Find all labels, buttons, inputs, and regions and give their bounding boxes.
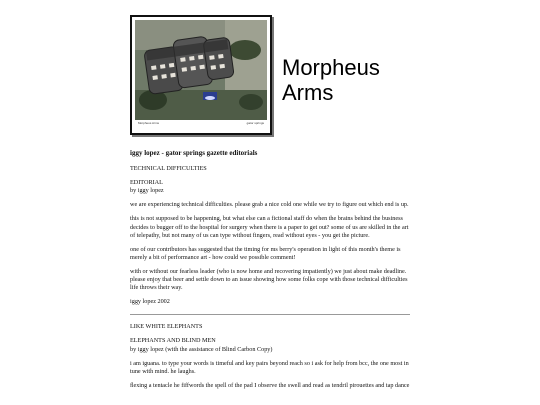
- section1-title: TECHNICAL DIFFICULTIES: [130, 165, 207, 173]
- section2-title: LIKE WHITE ELEPHANTS: [130, 323, 203, 331]
- section2-byline: by iggy lopez (with the assistance of Blind Carbon Copy): [130, 345, 273, 353]
- section2-subtitle: ELEPHANTS AND BLIND MEN: [130, 337, 216, 345]
- section1-paragraph-3: one of our contributors has suggested that the timing for ms berry's operation in light of this month's theme is merely a bit of performance art - how could we possible comment!: [130, 245, 401, 261]
- header: [130, 15, 410, 133]
- building-image: [135, 20, 267, 120]
- editorials-heading: iggy lopez - gator springs gazette editorials: [130, 149, 258, 157]
- section1-byline: by iggy lopez: [130, 187, 164, 195]
- page-title: [282, 55, 412, 105]
- section1-header: [130, 179, 410, 195]
- section1-paragraph-2: this is not supposed to be happening, but what else can a fictional staff do when the brains behind the business decides to bugger off to the hospital for surgery when there is a paper to get out? some of us are skilled in the art of telepathy, but not many of us can type without fingers, read without eyes - you get the picture.: [130, 215, 409, 239]
- page-title-line2: Arms: [282, 80, 334, 105]
- page-title-line1: Morpheus: [282, 55, 380, 80]
- photo-caption: [138, 121, 264, 125]
- section1-signoff: iggy lopez 2002: [130, 298, 170, 306]
- section1-paragraph-4: with or without our fearless leader (who is now home and recovering impatiently) we just about make deadline. please enjoy that beer and settle down to an issue showing how some folks cope with those technical difficulties life throws their way.: [130, 267, 408, 292]
- photo-caption-right: gator springs: [246, 121, 264, 125]
- section2-header: [130, 337, 410, 353]
- article-content: [130, 149, 410, 396]
- section1-subtitle: EDITORIAL: [130, 179, 163, 187]
- section1-paragraph-1: we are experiencing technical difficulties. please grab a nice cold one while we try to figure out which end is up.: [130, 201, 409, 209]
- photo-caption-left: Morpheus Arms: [138, 121, 160, 125]
- section-divider: [130, 314, 410, 315]
- section2-paragraph-2: ﬂexing a tentacle he fiffwords the spell of the pad I observe the swell and read as tendril pirouettes and tap dance: [130, 381, 410, 389]
- section2-paragraph-1: i am iguana. to type your words is timeful and key pairs beyond reach so i ask for help from bcc, the one most in tune with mind. he laughs.: [130, 359, 409, 375]
- building-photo: [130, 15, 272, 135]
